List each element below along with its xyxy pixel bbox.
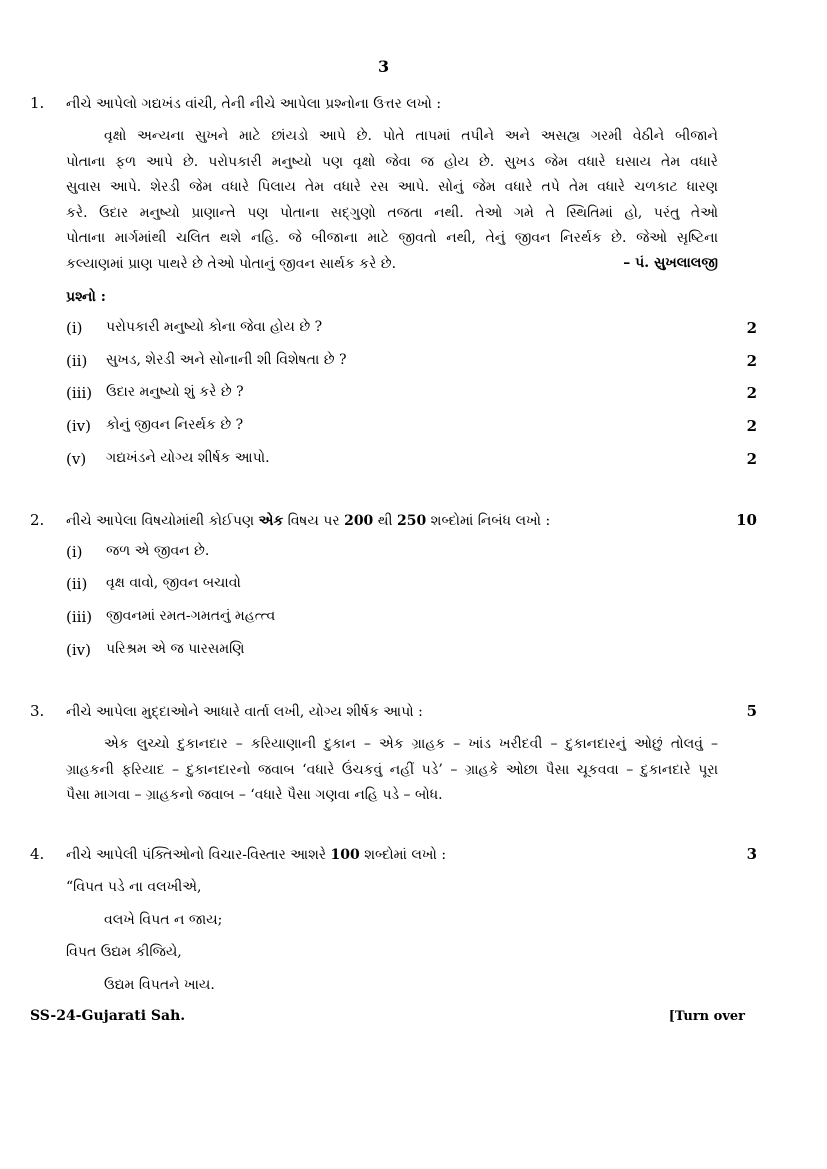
passage-line: પોતાના ફળ આપે છે. પરોપકારી મનુષ્યો પણ વૃક્ષો જેવા જ હોય છે. સુખડ જેમ વધારે ઘસાય તેમ વધારે bbox=[66, 153, 718, 170]
verse-line: વિપત ઉદ્યમ કીજિયે, bbox=[66, 944, 182, 960]
turn-over: [Turn over bbox=[668, 1009, 745, 1024]
q1-sub-number: (iii) bbox=[66, 384, 93, 402]
q2-topic: જળ એ જીવન છે. bbox=[106, 543, 210, 559]
verse-line: વલખે વિપત ન જાય; bbox=[104, 912, 223, 928]
q2-topic-number: (i) bbox=[66, 543, 83, 561]
q2-topic: જીવનમાં રમત-ગમતનું મહત્ત્વ bbox=[106, 608, 276, 624]
q4-number: 4. bbox=[30, 845, 45, 863]
q2-topic: વૃક્ષ વાવો, જીવન બચાવો bbox=[106, 575, 241, 591]
q2-topic: પરિશ્રમ એ જ પારસમણિ bbox=[106, 641, 245, 657]
q1-sub-question: ઉદાર મનુષ્યો શું કરે છે ? bbox=[106, 384, 244, 400]
passage-line: કલ્યાણમાં પ્રાણ પાથરે છે તેઓ પોતાનું જીવન સાર્થક કરે છે. bbox=[66, 255, 397, 272]
questions-heading: પ્રશ્નો : bbox=[66, 289, 106, 305]
q2-instruction-bold: 200 bbox=[344, 513, 374, 529]
passage-line: સુવાસ આપે. શેરડી જેમ વધારે પિલાય તેમ વધારે રસ આપે. સોનું જેમ વધારે તપે તેમ વધારે ચળકાટ ધારણ bbox=[66, 179, 718, 196]
q1-sub-number: (i) bbox=[66, 319, 83, 337]
q1-passage bbox=[66, 124, 718, 278]
q2-instruction-part: થી bbox=[373, 513, 397, 529]
passage-line: વૃક્ષો અન્યના સુખને માટે છાંયડો આપે છે. પોતે તાપમાં તપીને અને અસહ્ય ગરમી વેઠીને બીજાને bbox=[104, 128, 718, 144]
points-line: એક લુચ્ચો દુકાનદાર – કરિયાણાની દુકાન – એક ગ્રાહક – ખાંડ ખરીદવી – દુકાનદારનું ઓછું તોલવું – bbox=[104, 736, 718, 752]
q1-sub-marks: 2 bbox=[746, 319, 757, 337]
q1-sub-number: (iv) bbox=[66, 417, 91, 435]
q2-instruction-bold: એક bbox=[258, 513, 284, 529]
passage-line: કરે. ઉદાર મનુષ્યો પ્રાણાન્તે પણ પોતાના સદ્ગુણો તજતા નથી. તેઓ ગમે તે સ્થિતિમાં હો, પરંતુ તેઓ bbox=[66, 204, 718, 221]
q4-instruction bbox=[66, 845, 446, 865]
q3-instruction: નીચે આપેલા મુદ્દાઓને આધારે વાર્તા લખી, યોગ્ય શીર્ષક આપો : bbox=[66, 704, 423, 720]
passage-author: – પં. સુખલાલજી bbox=[623, 255, 718, 271]
q1-sub-question: કોનું જીવન નિરર્થક છે ? bbox=[106, 417, 244, 433]
q3-points bbox=[66, 732, 718, 809]
paper-code: SS-24-Gujarati Sah. bbox=[30, 1008, 186, 1024]
q1-sub-marks: 2 bbox=[746, 384, 757, 402]
q2-instruction bbox=[66, 511, 550, 531]
q1-sub-number: (ii) bbox=[66, 352, 88, 370]
q1-sub-number: (v) bbox=[66, 450, 87, 468]
q2-topic-number: (iv) bbox=[66, 641, 91, 659]
q2-number: 2. bbox=[30, 511, 45, 529]
q1-sub-question: સુખડ, શેરડી અને સોનાની શી વિશેષતા છે ? bbox=[106, 352, 347, 368]
q1-instruction: નીચે આપેલો ગદ્યખંડ વાંચી, તેની નીચે આપેલા પ્રશ્નોના ઉત્તર લખો : bbox=[66, 96, 442, 112]
q3-number: 3. bbox=[30, 702, 45, 720]
q1-sub-question: ગદ્યખંડને યોગ્ય શીર્ષક આપો. bbox=[106, 450, 270, 466]
q4-marks: 3 bbox=[746, 845, 757, 863]
verse-line: “વિપત પડે ના વલખીએ, bbox=[66, 879, 202, 895]
q1-number: 1. bbox=[30, 94, 45, 112]
q4-instruction-part: નીચે આપેલી પંક્તિઓનો વિચાર-વિસ્તાર આશરે bbox=[66, 847, 331, 863]
passage-line: પોતાના માર્ગમાંથી ચલિત થશે નહિ. જે બીજાના માટે જીવતો નથી, તેનું જીવન નિરર્થક છે. જેઓ સૃષ્ટિના bbox=[66, 230, 718, 247]
q1-sub-question: પરોપકારી મનુષ્યો કોના જેવા હોય છે ? bbox=[106, 319, 323, 335]
q4-instruction-bold: 100 bbox=[330, 847, 360, 863]
q2-instruction-part: નીચે આપેલા વિષયોમાંથી કોઈપણ bbox=[66, 513, 259, 529]
q1-sub-marks: 2 bbox=[746, 450, 757, 468]
q2-topic-number: (iii) bbox=[66, 608, 93, 626]
q2-instruction-bold: 250 bbox=[396, 513, 427, 529]
points-line: ગ્રાહકની ફરિયાદ – દુકાનદારનો જવાબ ‘વધારે ઉંચકવું નહીં પડે’ – ગ્રાહકે ઓછા પૈસા ચૂકવવા – દુકાનદારે પૂરા bbox=[66, 761, 718, 778]
q3-marks: 5 bbox=[746, 702, 757, 720]
points-line: પૈસા માગવા – ગ્રાહકનો જવાબ – ‘વધારે પૈસા ગણવા નહિ પડે – બોધ. bbox=[66, 787, 443, 804]
q4-instruction-part: શબ્દોમાં લખો : bbox=[359, 847, 447, 863]
q1-sub-marks: 2 bbox=[746, 352, 757, 370]
verse-line: ઉદ્યમ વિપતને ખાય. bbox=[104, 977, 215, 993]
q2-topic-number: (ii) bbox=[66, 575, 88, 593]
q2-instruction-part: વિષય પર bbox=[283, 513, 345, 529]
q1-sub-marks: 2 bbox=[746, 417, 757, 435]
page-number: 3 bbox=[378, 57, 390, 76]
q2-instruction-part: શબ્દોમાં નિબંધ લખો : bbox=[426, 513, 551, 529]
q2-marks: 10 bbox=[736, 511, 757, 529]
